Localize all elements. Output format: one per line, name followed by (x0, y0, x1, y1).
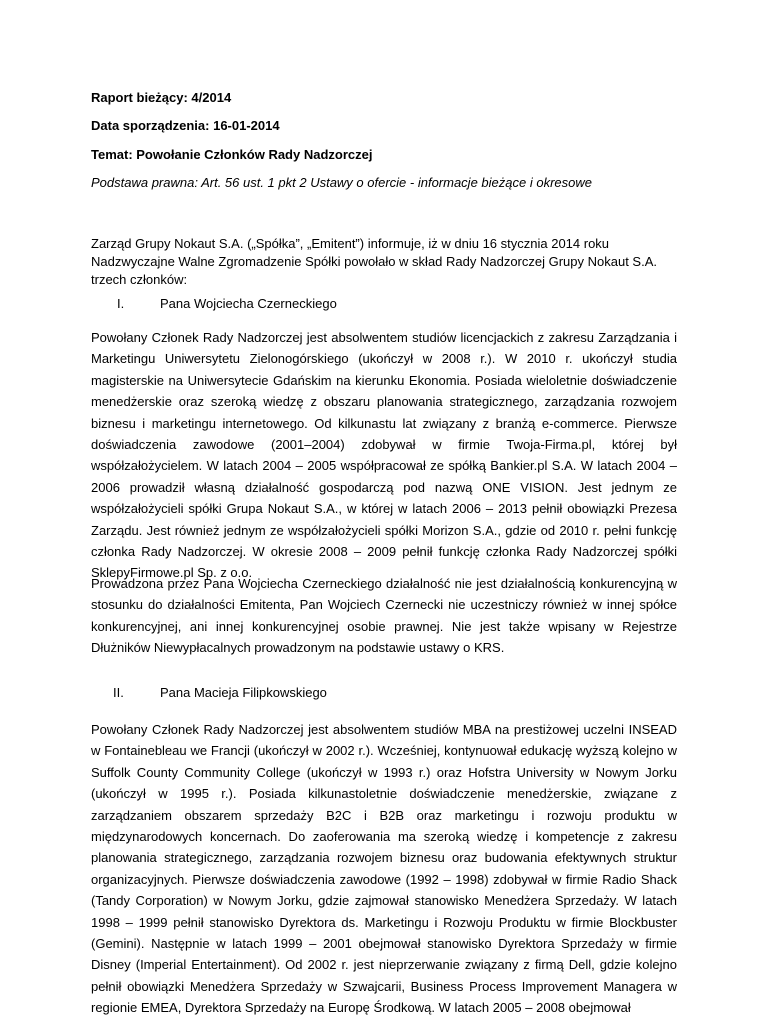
intro-paragraph: Zarząd Grupy Nokaut S.A. („Spółka”, „Emitent”) informuje, iż w dniu 16 stycznia 2014 roku Nadzwyczajne Walne Zgromadzenie Spółki powołało w skład Rady Nadzorczej Grupy Nokaut S.A. trzech członków: (91, 236, 657, 287)
section-1-bio: Powołany Członek Rady Nadzorczej jest absolwentem studiów licencjackich z zakresu Zarządzania i Marketingu Uniwersytetu Zielonogórskiego (ukończył w 2008 r.). W 2010 r. ukończył studia magisterskie na Uniwersytecie Gdańskim na kierunku Ekonomia. Posiada wieloletnie doświadczenie menedżerskie oraz szeroką wiedzę z obszaru planowania strategicznego, zarządzania rozwojem biznesu i marketingu internetowego. Od kilkunastu lat związany z branżą e-commerce. Pierwsze doświadczenia zawodowe (2001–2004) zdobywał w firmie Twoja-Firma.pl, której był współzałożycielem. W latach 2004 – 2005 współpracował ze spółką Bankier.pl S.A. W latach 2004 – 2006 prowadził własną działalność gospodarczą pod nazwą ONE VISION. Jest jednym ze współzałożycieli spółki Grupa Nokaut S.A., w której w latach 2006 – 2013 pełnił obowiązki Prezesa Zarządu. Jest również jednym ze współzałożycieli spółki Morizon S.A., gdzie od 2010 r. pełni funkcję członka Rady Nadzorczej. W okresie 2008 – 2009 pełnił funkcję członka Rady Nadzorczej spółki SklepyFirmowe.pl Sp. z o.o. (91, 330, 677, 581)
section-1-statement: Prowadzona przez Pana Wojciecha Czerneckiego działalność nie jest działalnością konkurencyjną w stosunku do działalności Emitenta, Pan Wojciech Czernecki nie uczestniczy również w innej spółce konkurencyjnej, ani innej konkurencyjnej osobie prawnej. Nie jest także wpisany w Rejestrze Dłużników Niewypłacalnych prowadzonym na podstawie ustawy o KRS. (91, 576, 677, 656)
report-number: Raport bieżący: 4/2014 (91, 90, 232, 105)
section-2-title: Pana Macieja Filipkowskiego (160, 685, 327, 700)
legal-basis: Podstawa prawna: Art. 56 ust. 1 pkt 2 Ustawy o ofercie - informacje bieżące i okresowe (91, 175, 592, 190)
section-1-title: Pana Wojciecha Czerneckiego (160, 296, 337, 311)
section-1-numeral: I. (117, 296, 125, 311)
report-date: Data sporządzenia: 16-01-2014 (91, 118, 280, 133)
section-2-numeral: II. (113, 685, 124, 700)
report-subject: Temat: Powołanie Członków Rady Nadzorczej (91, 147, 373, 162)
section-2-bio: Powołany Członek Rady Nadzorczej jest absolwentem studiów MBA na prestiżowej uczelni INSEAD w Fontainebleau we Francji (ukończył w 2002 r.). Wcześniej, kontynuował edukację wyższą kolejno w Suffolk County Community College (ukończył w 1993 r.) oraz Hofstra University w Nowym Jorku (ukończył w 1995 r.). Posiada kilkunastoletnie doświadczenie menedżerskie, związane z zarządzaniem obszarem sprzedaży B2C i B2B oraz marketingu i rozwoju produktu w międzynarodowych koncernach. Do zaoferowania ma szeroką wiedzę i kompetencje z zakresu planowania strategicznego, zarządzania rozwojem biznesu oraz budowania efektywnych struktur organizacyjnych. Pierwsze doświadczenia zawodowe (1992 – 1998) zdobywał w firmie Radio Shack (Tandy Corporation) w Nowym Jorku, gdzie zajmował stanowisko Menedżera Sprzedaży. W latach 1998 – 1999 pełnił stanowisko Dyrektora ds. Marketingu i Rozwoju Produktu w firmie Blockbuster (Gemini). Następnie w latach 1999 – 2001 obejmował stanowisko Dyrektora Sprzedaży w firmie Disney (Imperial Entertainment). Od 2002 r. jest nieprzerwanie związany z firmą Dell, gdzie kolejno pełnił obowiązki Menedżera Sprzedaży w Szwajcarii, Business Process Improvement Managera w regionie EMEA, Dyrektora Sprzedaży na Europę Środkową. W latach 2005 – 2008 obejmował (91, 722, 677, 1016)
